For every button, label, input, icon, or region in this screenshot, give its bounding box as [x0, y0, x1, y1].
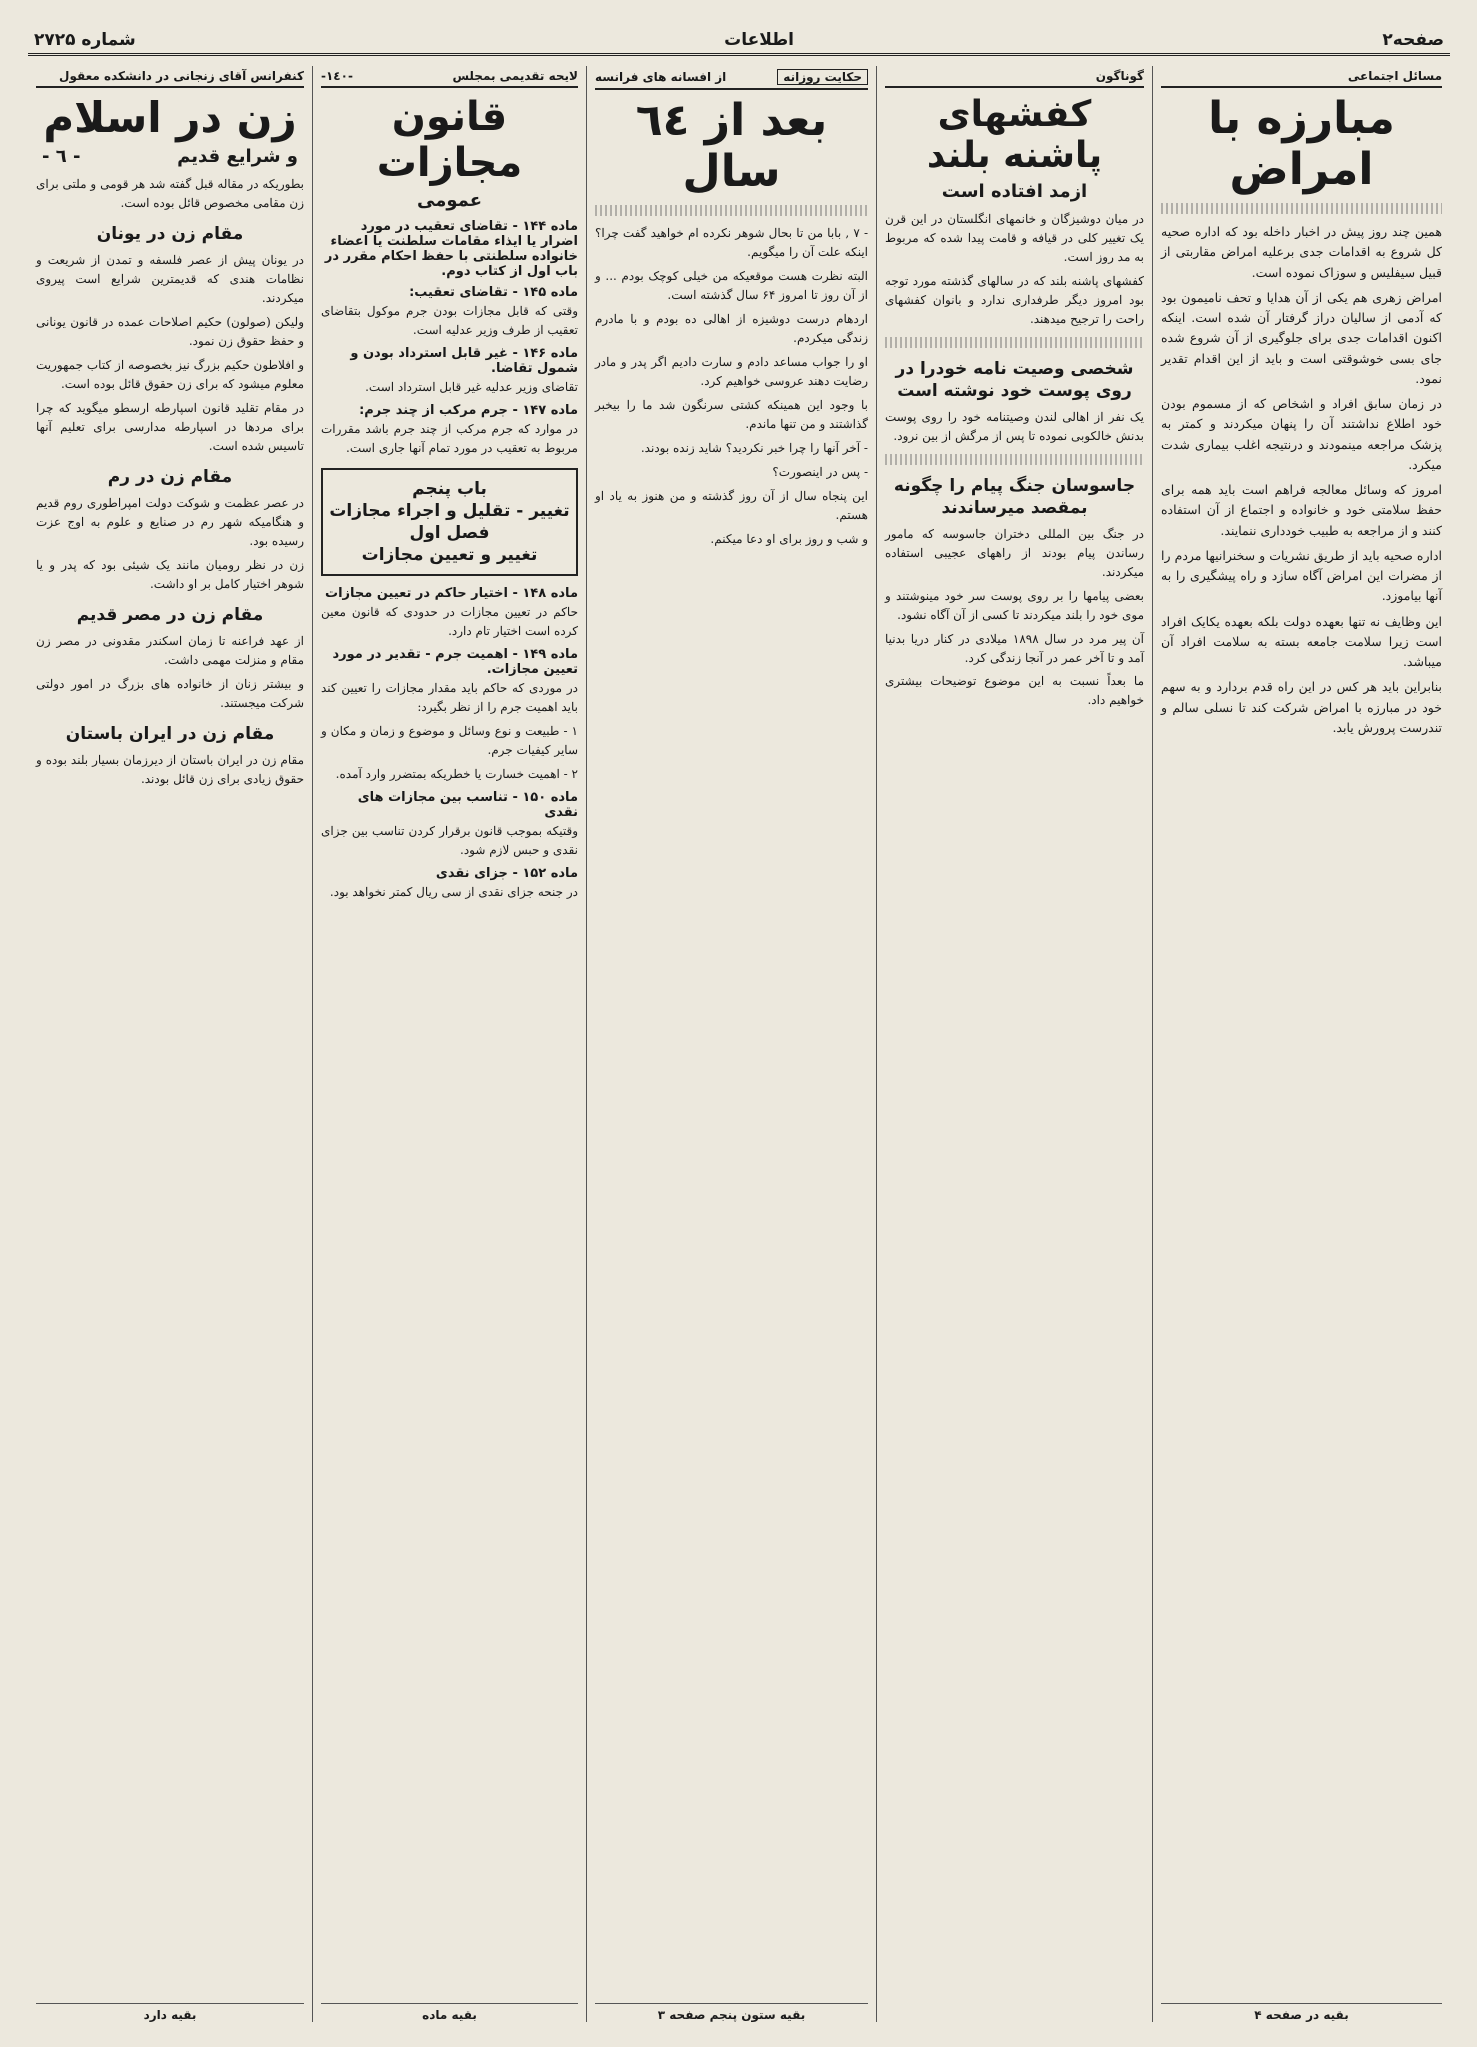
article-paragraph: و بیشتر زنان از خانواده های بزرگ در امور دولتی شرکت میجستند.: [36, 676, 304, 710]
article-paragraph: همین چند روز پیش در اخبار داخله بود که اداره صحیه کل شروع به اقدامات جدی برعلیه امراض مقاربتی از قبیل سیفلیس و سوزاک نموده است.: [1161, 224, 1442, 280]
article-subtitle-row: [36, 146, 304, 167]
article-paragraph: از عهد فراعنه تا زمان اسکندر مقدونی در مصر زن مقام و منزلت مهمی داشت.: [36, 633, 304, 667]
article-paragraph: ۲ - اهمیت خسارت یا خطریکه بمتضرر وارد آمده.: [335, 766, 578, 781]
section-frame: [321, 468, 578, 576]
article-paragraph: امراض زهری هم یکی از آن هدایا و تحف نامیمون بود که آدمی از سالیان دراز گرفتار آن شده است. اینکه اکنون اقدامات جدی برای جلوگیری از آن شروع شده جای بسی خوشوقتی است و باید از این اقدام تقدیر نمود.: [1161, 289, 1442, 386]
article-paragraph: در عصر عظمت و شوکت دولت امپراطوری روم قدیم و هنگامیکه شهر رم در صنایع و علوم به اوج عزت رسیده بود.: [36, 495, 304, 548]
column-penal-code: [312, 66, 586, 2022]
column-header: [1161, 66, 1442, 88]
article-paragraph: بنابراین باید هر کس در این راه قدم بردارد و به سهم خود در مبارزه با امراض شرکت کند تا نسلی سالم و تندرست پرورش یابد.: [1161, 679, 1442, 735]
article-paragraph: در جنحه جزای نقدی از سی ریال کمتر نخواهد بود.: [329, 884, 578, 899]
section-title: مقام زن در رم: [107, 466, 233, 487]
article-paragraph: - آخر آنها را چرا خبر نکردید؟ شاید زنده بودند.: [640, 440, 868, 455]
column-kicker: گوناگون: [1095, 69, 1144, 83]
article-clause: ماده ۱۵۰ - تناسب بین مجازات های نقدی: [357, 789, 578, 820]
article-clause: ماده ۱۴۸ - اختیار حاکم در تعیین مجازات: [325, 586, 578, 602]
article-paragraph: بطوریکه در مقاله قبل گفته شد هر قومی و ملتی برای زن مقامی مخصوص قائل بوده است.: [36, 177, 304, 211]
divider: [885, 454, 1144, 465]
article-paragraph: در جنگ بین المللی دختران جاسوسه که مامور رساندن پیام بودند از راههای عجیبی استفاده میکردند.: [885, 526, 1144, 579]
article-title: بعد از ٦٤ سال: [635, 95, 828, 197]
column-daily-story: [586, 66, 876, 2022]
article-clause: ماده ۱۴۶ - غیر قابل استرداد بودن و شمول تقاضا.: [350, 345, 578, 376]
article-paragraph: در زمان سابق افراد و اشخاص که از مسموم بودن خود اطلاع نداشتند آن را پنهان میکردند و کمتر به پزشک مراجعه مینمودند و درنتیجه اغلب بیماری شدت میکرد.: [1161, 396, 1442, 472]
article-subtitle: عمومی: [416, 190, 482, 211]
article-paragraph: در میان دوشیزگان و خانمهای انگلستان در این قرن یک تغییر کلی در قیافه و قامت پیدا شده که مربوط به مد روز است.: [885, 211, 1144, 264]
article-paragraph: این پنجاه سال از آن روز گذشته و من هنوز به یاد او هستم.: [595, 488, 868, 522]
article-paragraph: با وجود این همینکه کشتی سرنگون شد ما را بیخبر گذاشتند و من تنها ماندم.: [595, 397, 868, 431]
article-paragraph: آن پیر مرد در سال ۱۸۹۸ میلادی در کنار دریا بدنیا آمد و تا آخر عمر در آنجا زندگی کرد.: [885, 631, 1144, 665]
continued-note: بقیه ماده: [321, 2003, 578, 2022]
article-paragraph: این وظایف نه تنها بعهده دولت بلکه بعهده یکایک افراد است زیرا سلامت جامعه بسته به سلامت افراد آن میباشد.: [1161, 613, 1442, 670]
section-title: باب پنجم تغییر - تقلیل و اجراء مجازات فصل اول تغییر و تعیین مجازات: [329, 478, 570, 566]
article-subtitle: ازمد افتاده است: [941, 180, 1088, 202]
article-subtitle: و شرایع قدیم: [177, 146, 298, 168]
continued-note: بقیه در صفحه ۴: [1161, 2003, 1442, 2022]
article-paragraph: حاکم در تعیین مجازات در حدودی که قانون معین کرده است اختیار تام دارد.: [321, 605, 578, 639]
column-kicker: مسائل اجتماعی: [1347, 69, 1442, 83]
column-header: [885, 66, 1144, 88]
article-paragraph: مقام زن در ایران باستان از دیرزمان بسیار بلند بوده و حقوق زیادی برای زن قائل بودند.: [36, 752, 304, 786]
column-header: [321, 66, 578, 88]
section-title: جاسوسان جنگ پیام را چگونه بمقصد میرساندند: [893, 475, 1136, 518]
article-paragraph: زن در نظر رومیان مانند یک شیئی بود که پدر و یا شوهر اختیار کامل بر او داشت.: [36, 557, 304, 591]
divider: [885, 337, 1144, 348]
article-paragraph: و افلاطون حکیم بزرگ نیز بخصوصه از کتاب جمهوریت معلوم میشود که برای زن حقوق قائل بوده است.: [36, 358, 304, 392]
article-title: مبارزه با امراض: [1208, 93, 1395, 195]
article-paragraph: تقاضای وزیر عدلیه غیر قابل استرداد است.: [365, 379, 578, 394]
article-paragraph: در موارد که جرم مرکب از چند جرم باشد مقررات مربوط به تعقیب در مورد تمام آنها جاری است.: [321, 421, 578, 455]
article-paragraph: یک نفر از اهالی لندن وصیتنامه خود را روی پوست بدنش خالکوبی نموده تا پس از مرگش از بین نرود.: [885, 409, 1144, 443]
issue-number: شماره ۲۷۲۵: [34, 29, 136, 50]
article-paragraph: در یونان پیش از عصر فلسفه و تمدن از شریعت و نظامات هندی که قدیمترین شرایع است پیروی میکردند.: [36, 253, 304, 306]
article-paragraph: در موردی که حاکم باید مقدار مجازات را تعیین کند باید اهمیت جرم را از نظر بگیرد:: [321, 681, 578, 714]
column-social-issues: [1152, 66, 1450, 2022]
divider: [595, 205, 868, 216]
article-paragraph: بعضی پیامها را بر روی پوست سر خود مینوشتند و موی خود را بلند میکردند تا کسی از آن آگاه نشود.: [885, 588, 1144, 622]
column-header: [36, 66, 304, 88]
article-title: زن در اسلام: [43, 93, 297, 142]
article-paragraph: وقتیکه بموجب قانون برقرار کردن تناسب بین جزای نقدی و حبس لازم شود.: [321, 823, 578, 857]
article-clause: ماده ۱۴۴ - تقاضای تعقیب در مورد اضرار یا ایذاء مقامات سلطنت یا اعضاء خانواده سلطنتی با حفظ احکام مقرر در باب اول از کتاب دوم.: [324, 219, 578, 279]
article-paragraph: - پس در اینصورت؟: [772, 464, 868, 479]
article-paragraph: البته نظرت هست موقعیکه من خیلی کوچک بودم ... و از آن روز تا امروز ۶۴ سال گذشته است.: [595, 269, 868, 303]
column-women-in-islam: [28, 66, 312, 2022]
article-paragraph: و شب و روز برای او دعا میکنم.: [710, 531, 868, 546]
section-title: مقام زن در ایران باستان: [65, 723, 275, 744]
article-paragraph: امروز که وسائل معالجه فراهم است باید همه برای حفظ سلامتی خود و خانواده و اجتماع از آن استفاده کنند و از مراجعه به طبیب خودداری ننمایند.: [1161, 482, 1442, 538]
section-title: شخصی وصیت نامه خودرا در روی پوست خود نوشته است: [895, 358, 1134, 401]
column-kicker: حکایت روزانه: [777, 69, 868, 85]
columns: [28, 66, 1450, 2022]
page-label: صفحه۲: [1382, 29, 1444, 50]
column-header: [595, 66, 868, 90]
section-title: مقام زن در یونان: [96, 224, 244, 245]
article-paragraph: ما بعداً نسبت به این موضوع توضیحات بیشتری خواهیم داد.: [885, 674, 1144, 708]
column-kicker: لایحه تقدیمی بمجلس: [452, 69, 578, 83]
paper-name: اطلاعات: [724, 29, 794, 50]
article-paragraph: اداره صحیه باید از طریق نشریات و سخنرانیها مردم را از مضرات این امراض آگاه سازد و راه پیشگیری را به آنها بیاموزد.: [1161, 547, 1442, 604]
article-clause: ماده ۱۴۹ - اهمیت جرم - تقدیر در مورد تعیین مجازات.: [332, 647, 578, 678]
article-paragraph: کفشهای پاشنه بلند که در سالهای گذشته مورد توجه بود امروز دیگر طرفداری ندارد و بانوان کفشهای راحت را ترجیح میدهند.: [885, 273, 1144, 326]
article-clause: ماده ۱۴۵ - تقاضای تعقیب:: [409, 285, 578, 300]
divider: [1161, 203, 1442, 214]
column-kicker-secondary: از افسانه های فرانسه: [595, 70, 727, 84]
continued-note: بقیه دارد: [36, 2003, 304, 2022]
masthead: [28, 26, 1450, 56]
article-clause: ماده ۱۴۷ - جرم مرکب از چند جرم:: [359, 402, 578, 418]
column-kicker: کنفرانس آقای زنجانی در دانشکده معقول: [59, 69, 304, 83]
column-miscellaneous: [876, 66, 1152, 2022]
article-paragraph: او را جواب مساعد دادم و سارت دادیم اگر پدر و مادر رضایت دهند عروسی خواهیم کرد.: [595, 354, 868, 388]
article-clause: ماده ۱۵۲ - جزای نقدی: [435, 865, 578, 881]
newspaper-page: [28, 26, 1450, 2022]
continued-note: بقیه ستون پنجم صفحه ۳: [595, 2003, 868, 2022]
article-paragraph: اردهام درست دوشیزه از اهالی ده بودم و با مادرم زندگی میکردم.: [595, 312, 868, 345]
article-paragraph: - ۷ , بابا من تا بحال شوهر نکرده ام خواهید گفت چرا؟ اینکه علت آن را میگویم.: [595, 226, 868, 260]
article-paragraph: ولیکن (صولون) حکیم اصلاحات عمده در قانون یونانی و حفظ حقوق زن نمود.: [36, 315, 304, 349]
article-paragraph: ۱ - طبیعت و نوع وسائل و موضوع و زمان و مکان و سایر کیفیات جرم.: [321, 723, 578, 757]
article-paragraph: وقتی که قابل مجازات بودن جرم موکول بتقاضای تعقیب از طرف وزیر عدلیه است.: [321, 304, 578, 337]
article-paragraph: در مقام تقلید قانون اسپارطه ارسطو میگوید که چرا برای مردها در اسپارطه مدارسی برای تعلیم آنها تاسیس شده است.: [36, 400, 304, 453]
column-number: -١٤٠-: [321, 69, 353, 83]
article-title: کفشهای پاشنه بلند: [926, 94, 1103, 177]
article-title: قانون مجازات: [376, 94, 523, 186]
section-title: مقام زن در مصر قدیم: [76, 604, 264, 625]
part-number: - ٦ -: [42, 146, 81, 168]
